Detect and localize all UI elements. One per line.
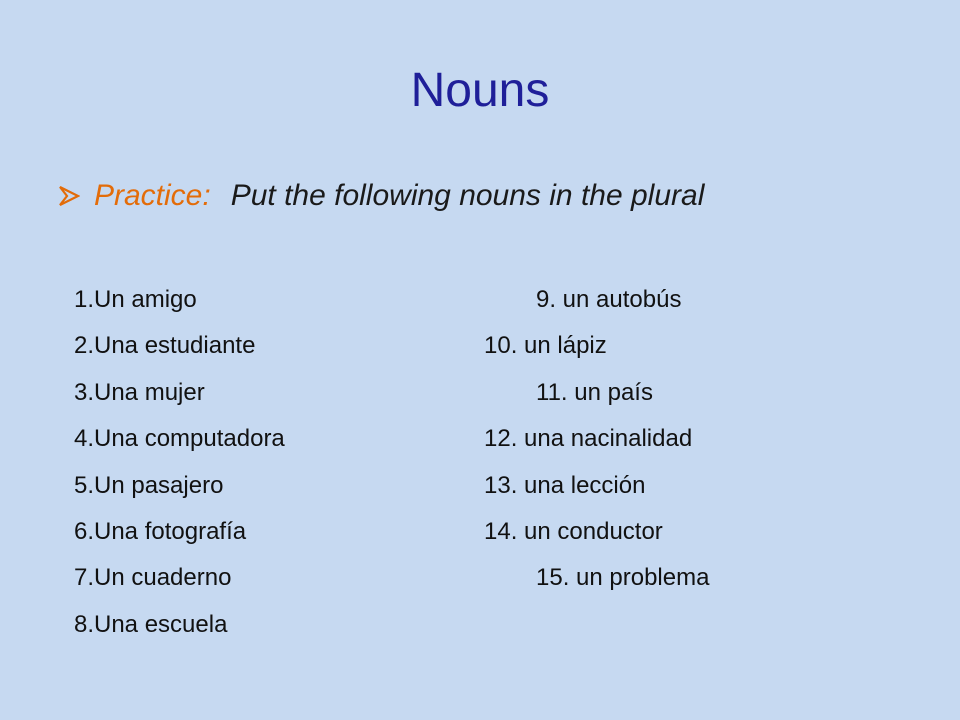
item-text: Una escuela: [94, 610, 228, 638]
list-item: 9. un autobús: [536, 286, 682, 313]
list-item: [48, 277, 197, 323]
item-number: 7.: [73, 564, 94, 592]
item-number: 4.: [73, 425, 94, 453]
list-item: [48, 370, 205, 416]
slide-title: Nouns: [410, 64, 550, 117]
noun-list-right: [484, 277, 709, 602]
list-item: [48, 323, 256, 369]
list-item: [48, 602, 228, 648]
item-number: 1.: [73, 286, 94, 313]
list-item: [48, 416, 285, 462]
item-text: Una fotografía: [94, 517, 247, 545]
list-item: 13. una lección: [484, 471, 646, 499]
item-text: Una estudiante: [94, 332, 256, 360]
item-text: Una mujer: [94, 378, 205, 406]
list-item: [48, 509, 247, 555]
item-number: 6.: [73, 517, 94, 545]
list-item: [48, 555, 232, 601]
list-item: 11. un país: [536, 378, 653, 406]
item-number: 8.: [73, 610, 94, 638]
list-item: 10. un lápiz: [484, 332, 607, 360]
item-number: 3.: [73, 378, 94, 406]
list-item: 15. un problema: [536, 564, 710, 592]
noun-list-left: [48, 277, 285, 648]
list-item: 12. una nacinalidad: [484, 425, 693, 453]
item-number: 2.: [73, 332, 94, 360]
item-text: Una computadora: [94, 425, 285, 453]
list-item: 14. un conductor: [484, 517, 663, 545]
item-number: 5.: [73, 471, 94, 499]
practice-label: Practice:: [94, 179, 211, 212]
item-text: Un amigo: [94, 286, 197, 313]
practice-bullet: [58, 174, 704, 218]
item-text: Un pasajero: [94, 471, 224, 499]
item-text: Un cuaderno: [94, 564, 232, 592]
arrow-bullet-icon: [58, 185, 80, 207]
instruction-text: Put the following nouns in the plural: [230, 179, 705, 212]
list-item: [48, 463, 224, 509]
